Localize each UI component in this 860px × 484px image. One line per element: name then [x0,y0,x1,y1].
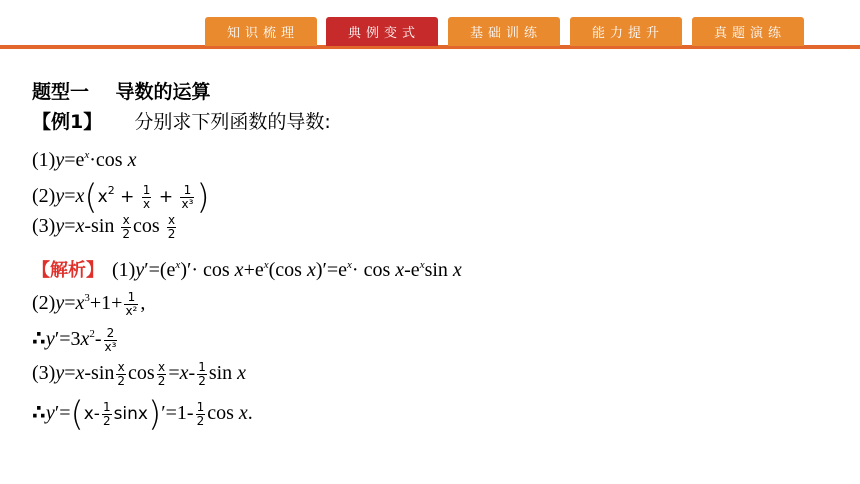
tab-typical-examples[interactable]: 典例变式 [326,17,438,46]
q2-left-paren: ( [84,177,98,218]
q3-fraction-x-over-2-a: $\frac{x}{2}$ [122,212,131,241]
q3-number: (3) [32,215,56,237]
solution-line-1: 【解析】 $(1)y'=(e^x)'\cdot \cos x+e^x(\cos$ $x)'=e^x\cdot \cos x-e^x\sin$ x [32,259,462,281]
therefore-symbol-2: ∴ [32,400,46,424]
q2-plus-2: + [153,187,179,207]
example-text: 分别求下列函数的导数: [134,111,331,133]
s5-fraction-b: $\frac{1}{2}$ [196,399,205,428]
q2-fraction-1-over-x: $\frac{1}{x}$ [142,182,151,211]
q2-x-squared-base: x [97,187,108,207]
q3-fraction-x-over-2-b: $\frac{x}{2}$ [167,212,176,241]
tab-ability-improvement[interactable]: 能力提升 [570,17,682,46]
q3-cos: cos [133,215,165,237]
solution-label: 【解析】 [32,260,104,281]
q2-fraction-1-over-x-cubed: $\frac{1}{\text{x³}}$ [181,182,194,211]
q2-number: (2) [32,185,56,207]
example-prompt [32,110,331,134]
q2-plus-1: + [114,187,140,207]
q1-y: y [55,149,65,171]
s4-fraction-a: $\frac{x}{2}$ [117,359,126,388]
q3-x: x [75,215,85,237]
q3-y: y [55,215,65,237]
q1-number: (1) [32,149,56,171]
q2-squared-exp: 2 [107,184,115,197]
tab-knowledge-review[interactable]: 知识梳理 [205,17,317,46]
s3-fraction: $\frac{2}{\text{x³}}$ [104,325,117,354]
q1-exponent: x [84,149,90,161]
question-2 [32,175,210,218]
question-1 [32,143,136,172]
question-3 [32,211,178,241]
q1-x: x [127,149,137,171]
q2-right-paren: ) [196,177,210,218]
solution-line-2: $(2)y=x^3+1+$ $\frac{1}{\text{x²}}$ , [32,289,146,318]
solution-line-4: (3)y=x-sin $\frac{x}{2}$ cos $\frac{x}{2}$ =x- $\frac{1}{2}$ sin x [32,359,247,388]
q3-sin: -sin [84,215,120,237]
section-heading: 题型一 导数的运算 [32,81,211,103]
q2-x: x [75,185,85,207]
s4-fraction-b: $\frac{x}{2}$ [157,359,166,388]
example-label: 【例1】 [32,111,103,133]
s2-fraction: $\frac{1}{\text{x²}}$ [125,289,138,318]
tab-exam-practice[interactable]: 真题演练 [692,17,804,46]
s4-fraction-c: $\frac{1}{2}$ [198,359,206,388]
therefore-symbol-1: ∴ [32,326,46,350]
q1-eq: =e [64,149,85,171]
solution-line-5: ∴y′=(x- $\frac{1}{2}$ sinx)′=1- $\frac{1}{2}$ cos x. [32,394,253,435]
solution-line-3: $\therefore y'=3x^2-$ $\frac{2}{\text{x³}}$ [32,325,117,354]
tab-basic-training[interactable]: 基础训练 [448,17,560,46]
q1-cos: ·cos [89,149,128,171]
s5-fraction-a: $\frac{1}{2}$ [102,399,111,428]
q2-y: y [55,185,65,207]
q3-eq: = [64,215,76,237]
q2-eq: = [64,185,76,207]
